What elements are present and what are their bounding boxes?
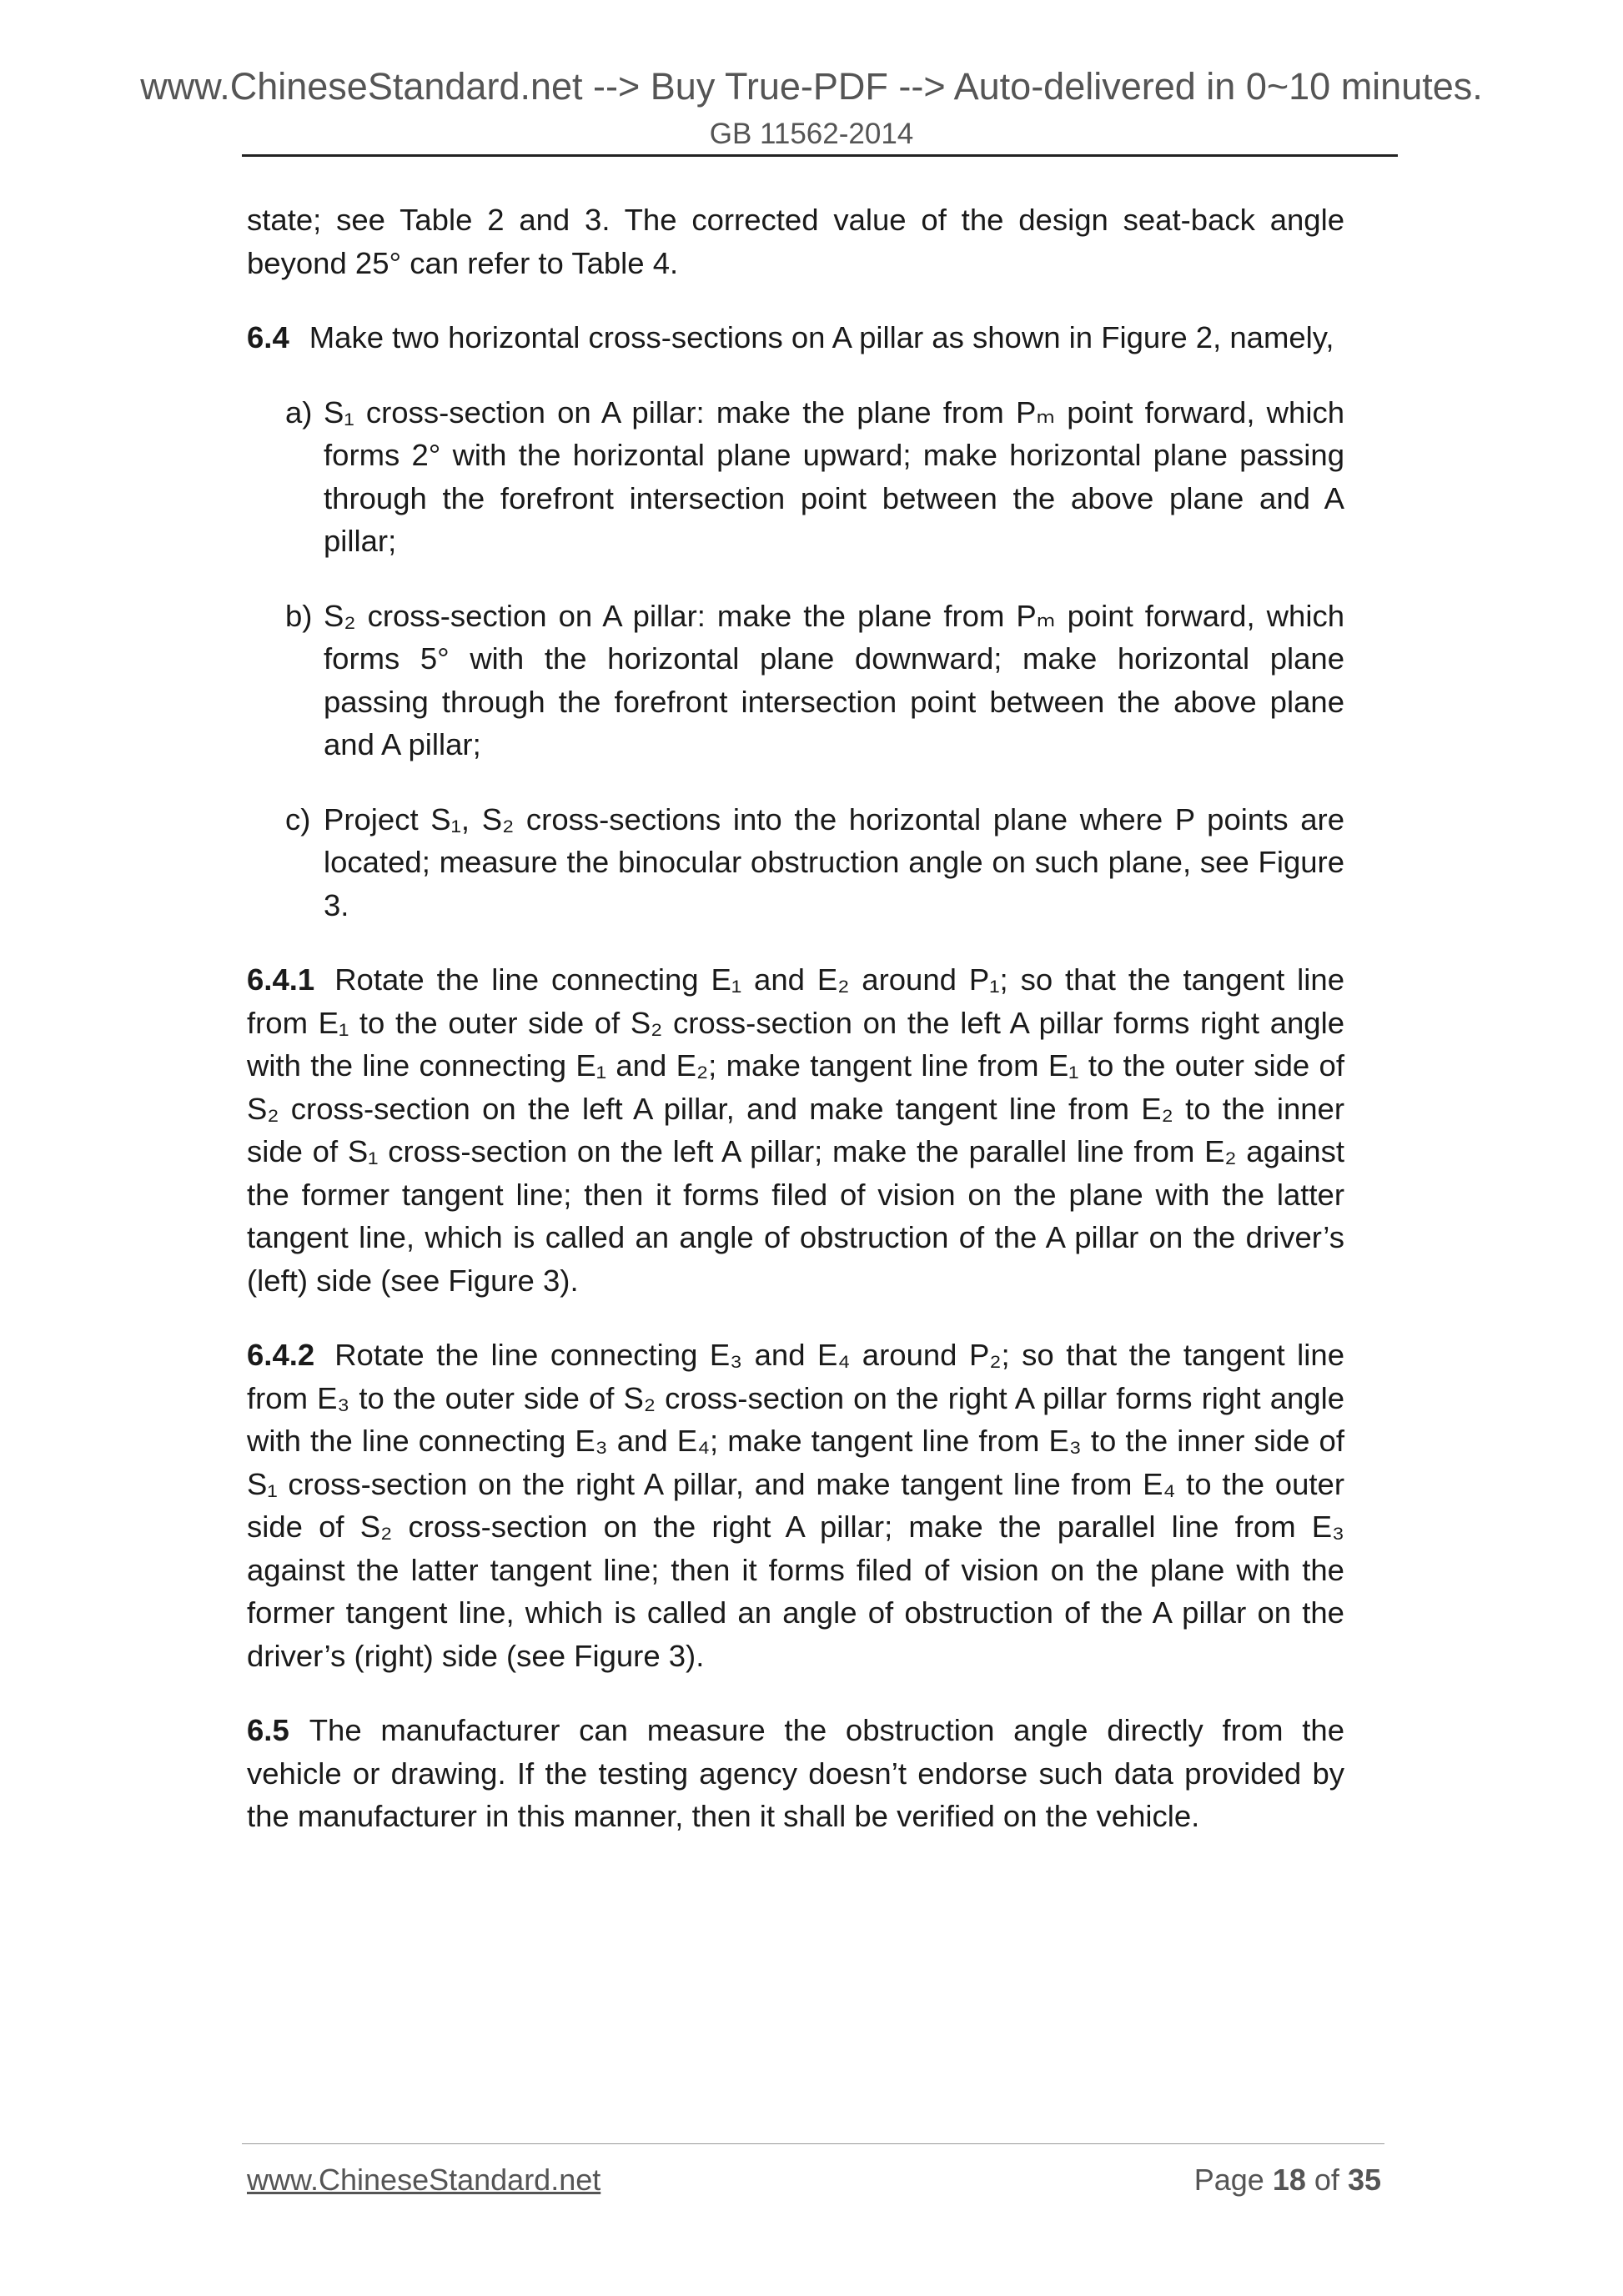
list-marker: b): [285, 598, 313, 633]
footer-divider: [242, 2143, 1384, 2144]
section-text: Rotate the line connecting E₃ and E₄ around P₂; so that the tangent line from E₃ to the outer side of S₂ cross-section on the right A pillar forms right angle with the line connecting E₃ and E₄; make tangent line from E₃ to the inner side of S₁ cross-section on the right A pillar, and make tangent line from E₄ to the outer side of S₂ cross-section on the right A pillar; make the parallel line from E₃ against the latter tangent line; then it forms filed of vision on the plane with the former tangent line, which is called an angle of obstruction of the A pillar on the driver’s (right) side (see Figure 3).: [247, 1338, 1344, 1673]
list-marker: a): [285, 394, 313, 430]
list-item-a: [285, 391, 1344, 563]
section-6-4-1: [247, 958, 1344, 1302]
list-item-text: S₁ cross-section on A pillar: make the plane from Pₘ point forward, which forms 2° with the horizontal plane upward; make horizontal plane passing through the forefront intersection point between the above plane and A pillar;: [324, 394, 1344, 558]
section-number: 6.4.1: [247, 962, 315, 997]
section-number: 6.4: [247, 320, 289, 354]
header-divider: [242, 154, 1398, 157]
list-item-text: Project S₁, S₂ cross-sections into the horizontal plane where P points are located; measure the binocular obstruction angle on such plane, see Figure 3.: [324, 801, 1344, 922]
footer-website-link[interactable]: www.ChineseStandard.net: [247, 2163, 601, 2197]
section-text: Make two horizontal cross-sections on A pillar as shown in Figure 2, namely,: [309, 320, 1334, 354]
page-current: 18: [1272, 2163, 1306, 2197]
section-number: 6.5: [247, 1713, 289, 1747]
header-title: www.ChineseStandard.net --> Buy True-PDF --> Auto-delivered in 0~10 minutes.: [140, 65, 1483, 108]
page-total: 35: [1347, 2163, 1381, 2197]
intro-paragraph: state; see Table 2 and 3. The corrected value of the design seat-back angle beyond 25° can refer to Table 4.: [247, 203, 1344, 280]
list-item-c: [285, 798, 1344, 927]
section-6-5: [247, 1709, 1344, 1838]
document-body: [247, 198, 1344, 1870]
page-of: of: [1314, 2163, 1339, 2197]
section-6-4-2: [247, 1334, 1344, 1677]
section-text: Rotate the line connecting E₁ and E₂ around P₁; so that the tangent line from E₁ to the outer side of S₂ cross-section on the left A pillar forms right angle with the line connecting E₁ and E₂; make tangent line from E₁ to the outer side of S₂ cross-section on the left A pillar, and make tangent line from E₂ to the inner side of S₁ cross-section on the left A pillar; make the parallel line from E₂ against the former tangent line; then it forms filed of vision on the plane with the latter tangent line, which is called an angle of obstruction of the A pillar on the driver’s (left) side (see Figure 3).: [247, 962, 1344, 1298]
list-item-text: S₂ cross-section on A pillar: make the plane from Pₘ point forward, which forms 5° with the horizontal plane downward; make horizontal plane passing through the forefront intersection point between the above plane and A pillar;: [324, 598, 1344, 761]
section-text: The manufacturer can measure the obstruction angle directly from the vehicle or drawing. If the testing agency doesn’t endorse such data provided by the manufacturer in this manner, then it shall be verified on the vehicle.: [247, 1713, 1344, 1833]
list-item-b: [285, 595, 1344, 766]
page-label: Page: [1193, 2163, 1264, 2197]
page-indicator: [1194, 2162, 1381, 2198]
list-marker: c): [285, 801, 311, 837]
section-number: 6.4.2: [247, 1338, 315, 1372]
section-6-4: [247, 316, 1344, 359]
standard-number: GB 11562-2014: [709, 118, 914, 150]
